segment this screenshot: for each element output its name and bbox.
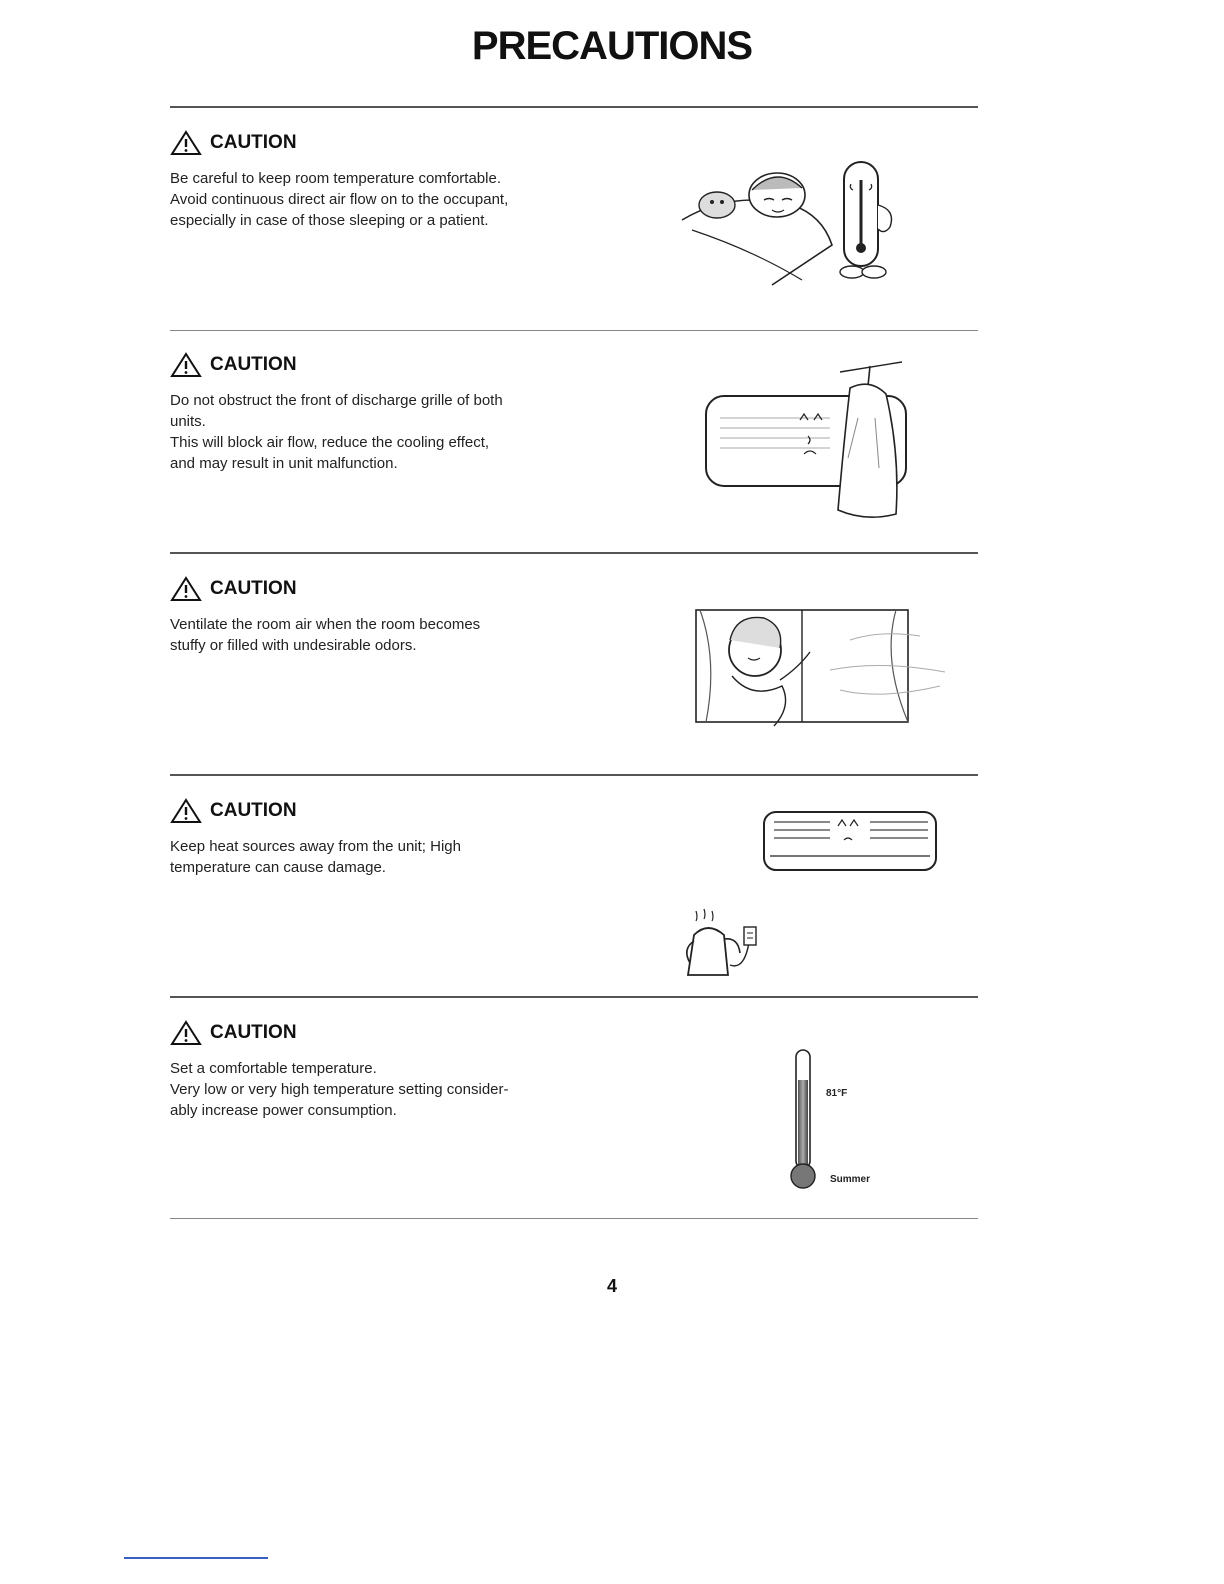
caution-section-3: [170, 576, 640, 656]
caution-section-4: [170, 798, 640, 878]
caution-section-2: [170, 352, 640, 474]
thermometer-illustration: [786, 1046, 906, 1194]
caution-text-line: Be careful to keep room temperature comfortable.: [170, 170, 501, 187]
caution-section-1: [170, 130, 640, 231]
sleeping-person-illustration: [672, 150, 932, 290]
footer-link-underline: [124, 1557, 268, 1559]
caution-heading: [170, 576, 640, 602]
caution-text-line: ably increase power consumption.: [170, 1102, 397, 1119]
warning-triangle-icon: [170, 130, 202, 156]
divider: [170, 996, 978, 998]
divider: [170, 1218, 978, 1219]
caution-label: CAUTION: [210, 132, 297, 153]
caution-text-line: This will block air flow, reduce the cooling effect,: [170, 434, 490, 451]
temperature-label: 81°F: [826, 1088, 848, 1099]
caution-heading: [170, 798, 640, 824]
ventilating-window-illustration: [690, 600, 960, 745]
caution-text-line: stuffy or filled with undesirable odors.: [170, 637, 417, 654]
caution-text-line: Keep heat sources away from the unit; High: [170, 838, 461, 855]
season-label: Summer: [830, 1174, 871, 1185]
caution-label: CAUTION: [210, 578, 297, 599]
divider: [170, 106, 978, 108]
warning-triangle-icon: [170, 352, 202, 378]
page-number: 4: [606, 1276, 617, 1296]
caution-text-line: Very low or very high temperature setting consider-: [170, 1081, 509, 1098]
caution-text-line: Ventilate the room air when the room becomes: [170, 616, 481, 633]
divider: [170, 552, 978, 554]
caution-text-line: and may result in unit malfunction.: [170, 455, 398, 472]
caution-label: CAUTION: [210, 800, 297, 821]
air-conditioner-unit-illustration: [760, 806, 940, 878]
caution-text-line: Do not obstruct the front of discharge grille of both: [170, 392, 503, 409]
caution-text-line: Set a comfortable temperature.: [170, 1060, 377, 1077]
blocked-air-conditioner-illustration: [690, 358, 910, 528]
divider: [170, 774, 978, 776]
warning-triangle-icon: [170, 576, 202, 602]
caution-text-line: temperature can cause damage.: [170, 859, 386, 876]
divider: [170, 330, 978, 331]
warning-triangle-icon: [170, 798, 202, 824]
caution-section-5: [170, 1020, 640, 1121]
page-title: PRECAUTIONS: [471, 24, 753, 68]
caution-heading: [170, 352, 640, 378]
warning-triangle-icon: [170, 1020, 202, 1046]
caution-text-line: especially in case of those sleeping or a patient.: [170, 212, 489, 229]
caution-heading: [170, 130, 640, 156]
caution-text-line: Avoid continuous direct air flow on to the occupant,: [170, 191, 509, 208]
caution-text-line: units.: [170, 413, 206, 430]
kettle-heat-source-illustration: [680, 905, 770, 985]
caution-label: CAUTION: [210, 354, 297, 375]
caution-label: CAUTION: [210, 1022, 297, 1043]
caution-heading: [170, 1020, 640, 1046]
